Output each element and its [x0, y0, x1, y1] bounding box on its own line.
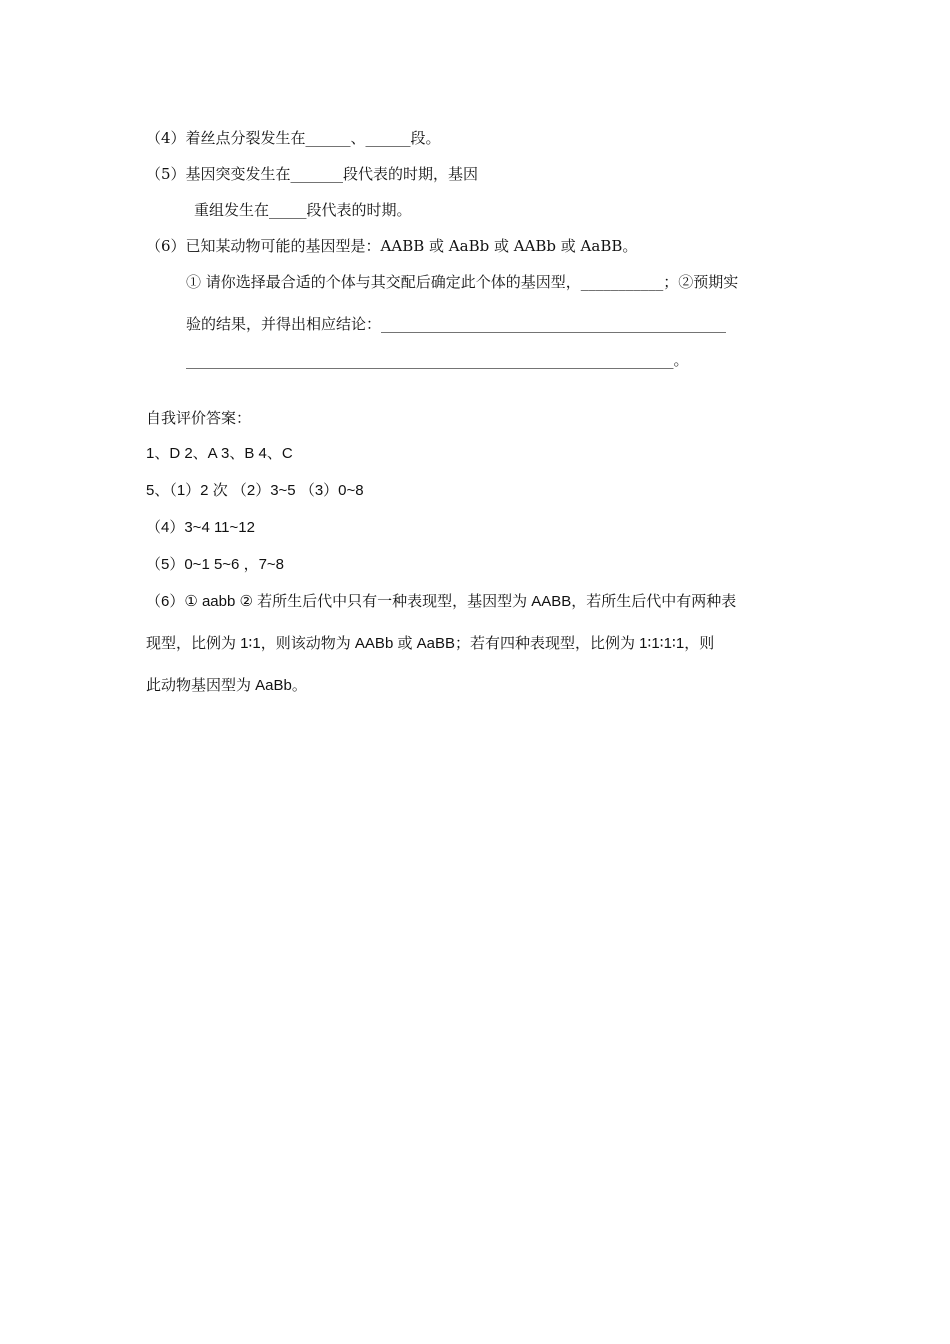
question-6-line-3: 验的结果，并得出相应结论：______________________________________________ — [186, 315, 727, 333]
answer-line-1: 1、D 2、A 3、B 4、C — [146, 445, 293, 462]
answer-line-2: 5、（1）2 次 （2）3~5 （3）0~8 — [146, 482, 364, 499]
question-4: （4）着丝点分裂发生在______、______段。 — [146, 129, 441, 147]
answer-line-4: （5）0~1 5~6 ，7~8 — [146, 556, 285, 573]
answer-line-6: 现型，比例为 1∶1，则该动物为 AABb 或 AaBB；若有四种表现型，比例为 1∶1∶1∶1，则 — [146, 635, 715, 652]
answer-line-7: 此动物基因型为 AaBb。 — [146, 677, 307, 694]
answer-line-5: （6）① aabb ② 若所生后代中只有一种表现型，基因型为 AABB，若所生后代中有两种表 — [146, 593, 737, 610]
question-6-line-1: （6）已知某动物可能的基因型是：AABB 或 AaBb 或 AABb 或 AaBB。 — [146, 237, 638, 255]
answer-line-3: （4）3~4 11~12 — [146, 519, 255, 536]
answers-heading: 自我评价答案： — [146, 409, 252, 427]
question-6-line-4: _________________________________________________________________。 — [186, 351, 689, 369]
question-6-line-2: ① 请你选择最合适的个体与其交配后确定此个体的基因型，___________；②预期实 — [186, 273, 739, 291]
question-5-line-2: 重组发生在_____段代表的时期。 — [194, 201, 412, 219]
question-5-line-1: （5）基因突变发生在_______段代表的时期，基因 — [146, 165, 479, 183]
